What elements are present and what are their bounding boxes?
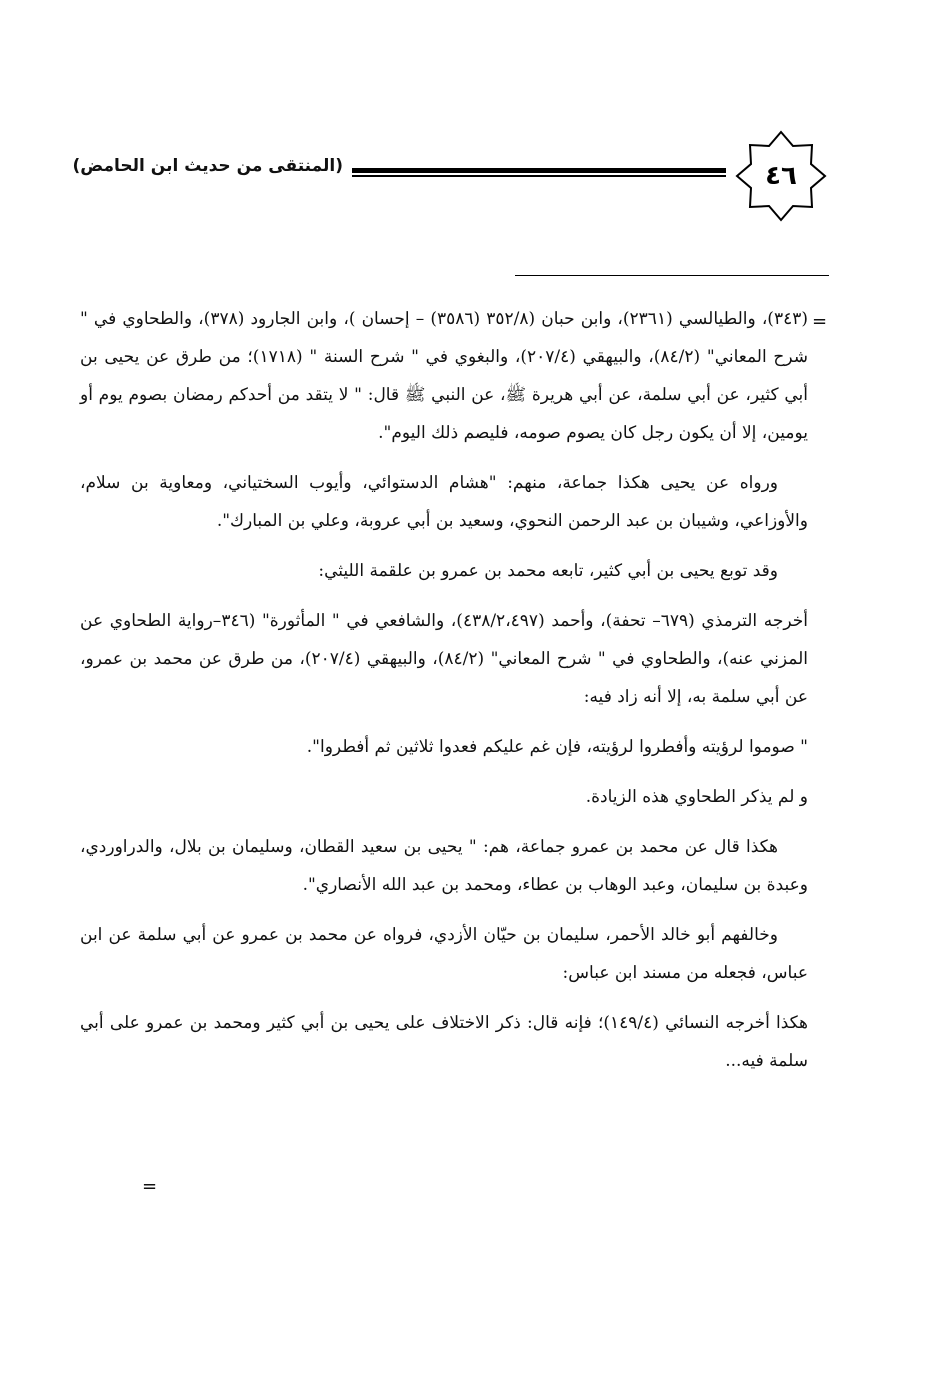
- paragraph: ورواه عن يحيى هكذا جماعة، منهم: "هشام الدستوائي، وأيوب السختياني، ومعاوية بن سلام، والأوزاعي، وشيبان بن عبد الرحمن النحوي، وسعيد بن أبي عروبة، وعلي بن المبارك".: [80, 473, 808, 531]
- paragraph: " صوموا لرؤيته وأفطروا لرؤيته، فإن غم عليكم فعدوا ثلاثين ثم أفطروا".: [306, 737, 808, 757]
- footnote-body: [80, 300, 808, 1092]
- page-number: ٤٦: [765, 161, 797, 191]
- paragraph: هكذا أخرجه النسائي (١٤٩/٤)؛ فإنه قال: ذكر الاختلاف على يحيى بن أبي كثير ومحمد بن عمرو على أبي سلمة فيه...: [80, 1013, 808, 1071]
- paragraph: (٣٤٣)، والطيالسي (٢٣٦١)، وابن حبان (٣٥٢/٨ (٣٥٨٦) – إحسان )، وابن الجارود (٣٧٨)، والطحاوي في " شرح المعاني" (٨٤/٢)، والبيهقي (٢٠٧/٤)، والبغوي في " شرح السنة " (١٧١٨)؛ من طرق عن يحيى بن أبي كثير، عن أبي سلمة، عن أبي هريرة ﷺ، عن النبي ﷺ قال: " لا يتقد من أحدكم رمضان بصوم يوم أو يومين، إلا أن يكون رجل كان يصوم صومه، فليصم ذلك اليوم".: [80, 309, 809, 443]
- continuation-mark-bottom: =: [142, 1176, 158, 1197]
- paragraph: و لم يذكر الطحاوي هذه الزيادة.: [585, 787, 808, 807]
- paragraph: وخالفهم أبو خالد الأحمر، سليمان بن حيّان الأزدي، فرواه عن محمد بن عمرو عن أبي سلمة عن ابن عباس، فجعله من مسند ابن عباس:: [80, 925, 808, 983]
- paragraph: هكذا قال عن محمد بن عمرو جماعة، هم: " يحيى بن سعيد القطان، وسليمان بن بلال، والدراوردي، وعبدة بن سليمان، وعبد الوهاب بن عطاء، ومحمد بن عبد الله الأنصاري".: [80, 837, 808, 895]
- paragraph: أخرجه الترمذي (٦٧٩– تحفة)، وأحمد (٤٣٨/٢،٤٩٧)، والشافعي في " المأثورة" (٣٤٦–رواية الطحاوي عن المزني عنه)، والطحاوي في " شرح المعاني" (٨٤/٢)، والبيهقي (٢٠٧/٤)، من طرق عن محمد بن عمرو، عن أبي سلمة به، إلا أنه زاد فيه:: [80, 611, 809, 707]
- header-double-rule: [352, 168, 726, 177]
- paragraph: وقد توبع يحيى بن أبي كثير، تابعه محمد بن عمرو بن علقمة الليثي:: [318, 561, 778, 581]
- continuation-mark-top: =: [812, 311, 828, 332]
- running-title: (المنتقى من حديث ابن الحامض): [72, 156, 343, 176]
- footnote-separator: [515, 275, 829, 276]
